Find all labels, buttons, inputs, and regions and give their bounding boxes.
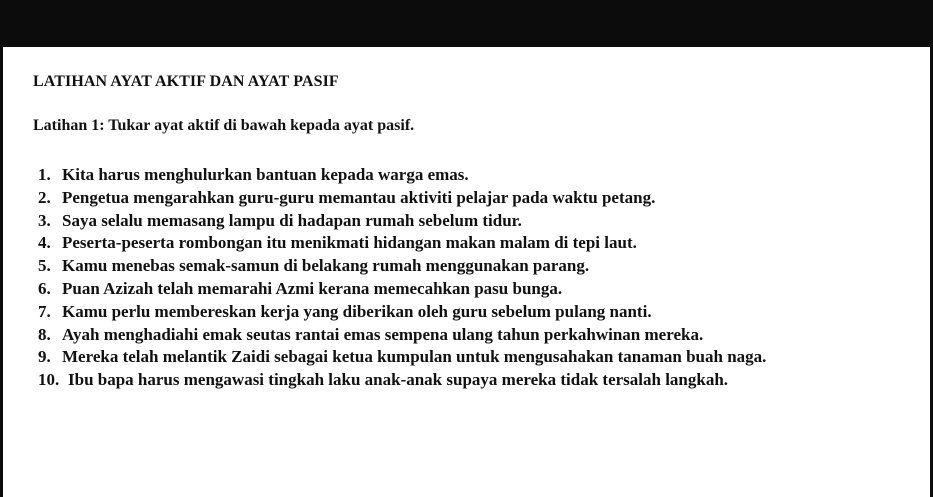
exercise-item bbox=[38, 187, 930, 210]
left-border bbox=[0, 47, 3, 497]
exercise-item bbox=[38, 324, 930, 347]
exercise-number: 3. bbox=[38, 210, 51, 230]
exercise-number: 5. bbox=[38, 256, 51, 276]
exercise-number: 1. bbox=[38, 165, 51, 184]
document-title: LATIHAN AYAT AKTIF DAN AYAT PASIF bbox=[33, 73, 339, 90]
exercise-item bbox=[38, 278, 930, 301]
exercise-text: Puan Azizah telah memarahi Azmi kerana memecahkan pasu bunga. bbox=[62, 278, 563, 298]
exercise-text: Ayah menghadiahi emak seutas rantai emas sempena ulang tahun perkahwinan mereka. bbox=[62, 324, 704, 344]
exercise-number: 6. bbox=[38, 278, 51, 298]
exercise-text: Peserta-peserta rombongan itu menikmati hidangan makan malam di tepi laut. bbox=[62, 233, 637, 253]
exercise-number: 9. bbox=[38, 347, 51, 367]
exercise-text: Saya selalu memasang lampu di hadapan rumah sebelum tidur. bbox=[62, 210, 522, 230]
exercise-text: Pengetua mengarahkan guru-guru memantau aktiviti pelajar pada waktu petang. bbox=[62, 187, 656, 207]
exercise-list bbox=[38, 164, 930, 392]
exercise-text: Ibu bapa harus mengawasi tingkah laku anak-anak supaya mereka tidak tersalah langkah. bbox=[68, 370, 729, 390]
exercise-item bbox=[38, 232, 930, 255]
exercise-text: Kamu perlu membereskan kerja yang diberikan oleh guru sebelum pulang nanti. bbox=[62, 301, 652, 321]
exercise-item bbox=[38, 164, 930, 187]
exercise-text: Kita harus menghulurkan bantuan kepada warga emas. bbox=[62, 165, 469, 184]
top-dark-band bbox=[0, 0, 933, 47]
exercise-number: 2. bbox=[38, 187, 51, 207]
exercise-number: 4. bbox=[38, 233, 51, 253]
exercise-item bbox=[38, 369, 930, 392]
exercise-text: Mereka telah melantik Zaidi sebagai ketua kumpulan untuk mengusahakan tanaman buah naga. bbox=[62, 347, 767, 367]
exercise-text: Kamu menebas semak-samun di belakang rumah menggunakan parang. bbox=[62, 256, 590, 276]
exercise-item bbox=[38, 346, 930, 369]
exercise-item bbox=[38, 210, 930, 233]
exercise-item bbox=[38, 301, 930, 324]
exercise-number: 10. bbox=[38, 370, 60, 390]
exercise-item bbox=[38, 255, 930, 278]
exercise-heading: Latihan 1: Tukar ayat aktif di bawah kepada ayat pasif. bbox=[33, 117, 415, 134]
exercise-number: 7. bbox=[38, 301, 51, 321]
exercise-number: 8. bbox=[38, 324, 51, 344]
